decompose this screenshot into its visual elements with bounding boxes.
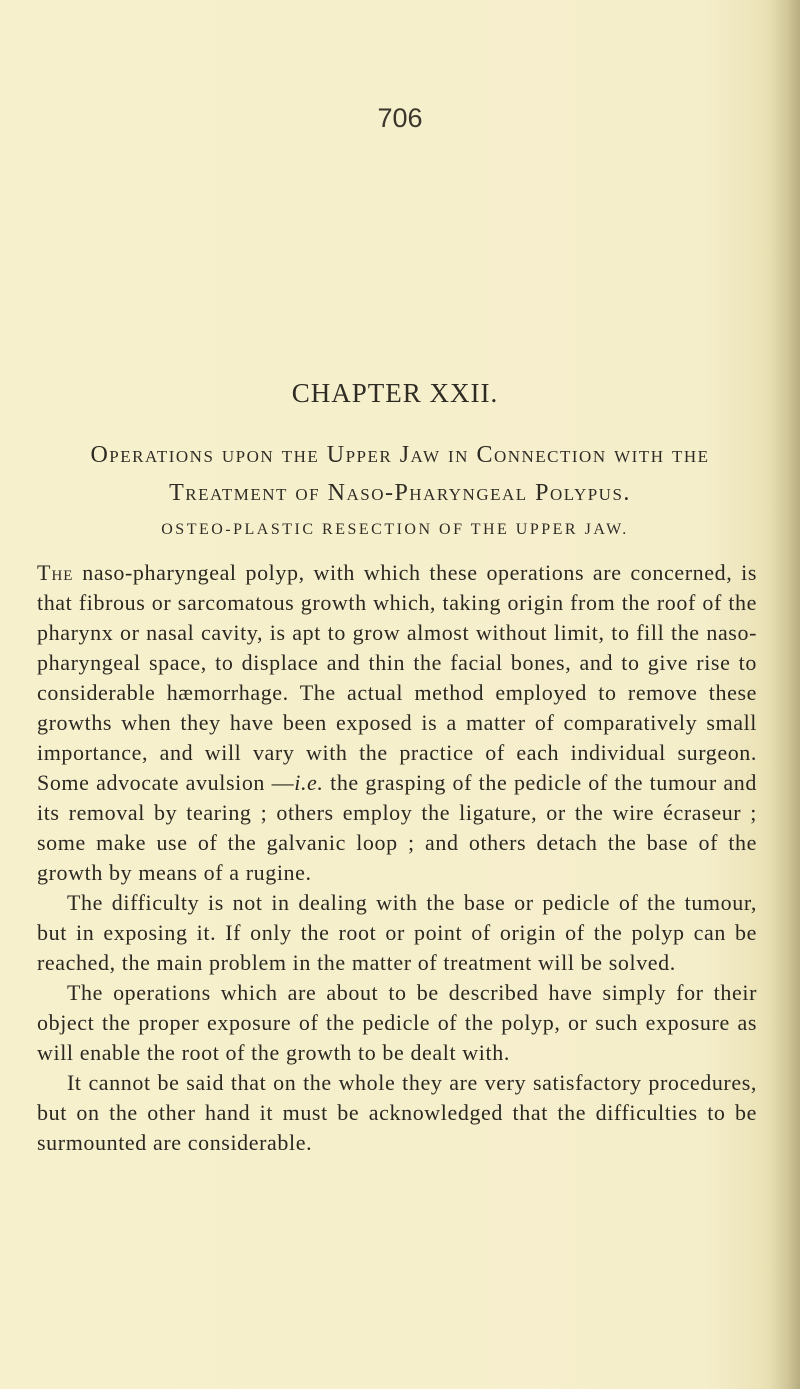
paragraph-1-abbrev: i.e. — [294, 770, 324, 795]
section-title: Operations upon the Upper Jaw in Connection with the Treatment of Naso-Pharyngeal Polypus. — [90, 442, 710, 506]
paragraph-1-text: naso-pharyngeal polyp, with which these operations are concerned, is that fibrous or sarcomatous growth which, taking origin from the roof of the pharynx or nasal cavity, is apt to grow almost without limit, to fill the naso-pharyngeal space, to displace and thin the facial bones, and to give rise to considerable hæmorrhage. The actual method employed to remove these growths when they have been exposed is a matter of comparatively small importance, and will vary with the practice of each individual surgeon. Some advocate avulsion — — [37, 560, 757, 795]
paragraph-3: The operations which are about to be described have simply for their object the proper exposure of the pedicle of the polyp, or such exposure as will enable the root of the growth to be dealt with. — [37, 980, 757, 1065]
paragraph-2: The difficulty is not in dealing with the base or pedicle of the tumour, but in exposing it. If only the root or point of origin of the polyp can be reached, the main problem in the matter of treatment will be solved. — [37, 890, 757, 975]
subheading: OSTEO-PLASTIC RESECTION OF THE UPPER JAW. — [161, 521, 629, 538]
page-edge-shadow — [770, 0, 800, 1389]
paragraph-lead-word: The — [37, 560, 74, 585]
paragraph-1 — [37, 558, 757, 888]
chapter-heading: CHAPTER XXII. — [291, 378, 499, 408]
paragraph-1-tail: the grasping of the pedicle of the tumour and its removal by tearing ; others employ the ligature, or the wire écraseur ; some make use of the galvanic loop ; and others detach the base of the growth by means of a rugine. — [37, 770, 757, 885]
paragraph-4: It cannot be said that on the whole they are very satisfactory procedures, but on the other hand it must be acknowledged that the difficulties to be surmounted are considerable. — [37, 1070, 757, 1155]
page-number: 706 — [377, 103, 423, 133]
body-text — [37, 558, 757, 1158]
